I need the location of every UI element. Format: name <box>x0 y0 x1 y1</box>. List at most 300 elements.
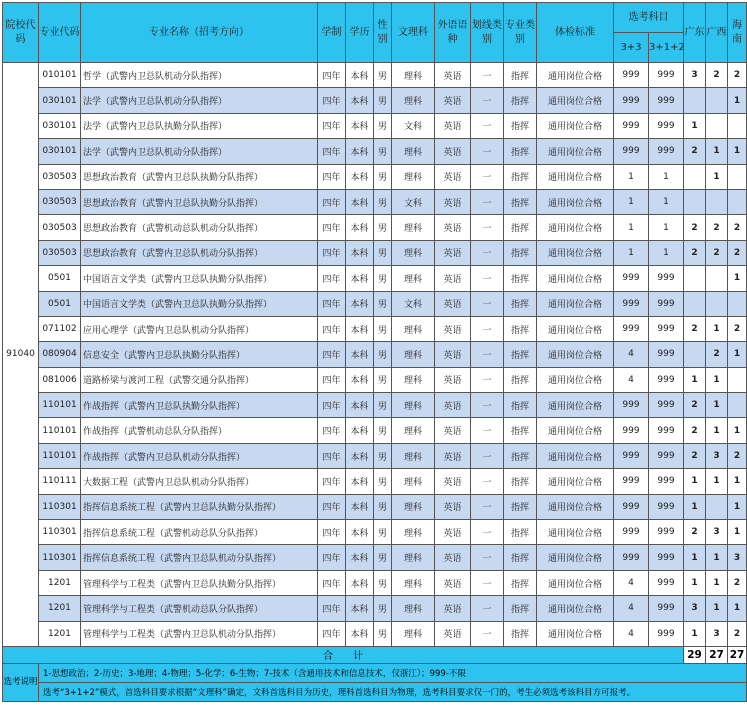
degree-cell: 本科 <box>346 469 374 494</box>
line-type-cell: 一 <box>471 367 504 392</box>
hainan-quota-cell: 2 <box>728 621 747 646</box>
table-body <box>3 63 747 647</box>
header-hainan: 海南 <box>728 3 747 63</box>
major-type-cell: 指挥 <box>504 240 537 265</box>
admission-plan-table-wrapper <box>2 2 745 702</box>
notes-line-2: 选考“3+1+2”模式，首选科目要求根据“文理科”确定，文科首选科目为历史，理科首选科目为物理，选考科目要求仅一门的，考生必须选考该科目方可报考。 <box>39 682 747 701</box>
major-type-cell: 指挥 <box>504 266 537 291</box>
duration-cell: 四年 <box>318 443 346 468</box>
duration-cell: 四年 <box>318 596 346 621</box>
table-row <box>3 291 747 316</box>
line-type-cell: 一 <box>471 418 504 443</box>
header-guangdong: 广东 <box>684 3 706 63</box>
arts-science-cell: 理科 <box>392 545 435 570</box>
line-type-cell: 一 <box>471 342 504 367</box>
major-code-cell: 071102 <box>39 316 81 341</box>
hainan-quota-cell: 1 <box>728 520 747 545</box>
line-type-cell: 一 <box>471 291 504 316</box>
physical-standard-cell: 通用岗位合格 <box>537 88 614 113</box>
hainan-quota-cell: 1 <box>728 266 747 291</box>
arts-science-cell: 理科 <box>392 570 435 595</box>
degree-cell: 本科 <box>346 88 374 113</box>
guangxi-quota-cell: 2 <box>706 63 728 88</box>
degree-cell: 本科 <box>346 393 374 418</box>
subject-3-1-2-cell: 1 <box>649 215 684 240</box>
degree-cell: 本科 <box>346 342 374 367</box>
guangdong-quota-cell: 1 <box>684 113 706 138</box>
physical-standard-cell: 通用岗位合格 <box>537 266 614 291</box>
table-row <box>3 520 747 545</box>
total-hainan: 27 <box>728 646 747 663</box>
duration-cell: 四年 <box>318 570 346 595</box>
arts-science-cell: 理科 <box>392 342 435 367</box>
guangxi-quota-cell: 2 <box>706 240 728 265</box>
gender-cell: 男 <box>374 418 392 443</box>
foreign-language-cell: 英语 <box>435 164 471 189</box>
foreign-language-cell: 英语 <box>435 291 471 316</box>
line-type-cell: 一 <box>471 596 504 621</box>
physical-standard-cell: 通用岗位合格 <box>537 63 614 88</box>
physical-standard-cell: 通用岗位合格 <box>537 215 614 240</box>
gender-cell: 男 <box>374 494 392 519</box>
line-type-cell: 一 <box>471 63 504 88</box>
guangdong-quota-cell: 1 <box>684 621 706 646</box>
total-guangdong: 29 <box>684 646 706 663</box>
duration-cell: 四年 <box>318 342 346 367</box>
physical-standard-cell: 通用岗位合格 <box>537 113 614 138</box>
notes-line-1: 1-思想政治；2-历史；3-地理；4-物理；5-化学；6-生物；7-技术（含通用技术和信息技术，仅浙江）；999-不限 <box>39 663 747 682</box>
degree-cell: 本科 <box>346 418 374 443</box>
gender-cell: 男 <box>374 266 392 291</box>
table-row <box>3 494 747 519</box>
guangxi-quota-cell: 2 <box>706 342 728 367</box>
major-code-cell: 080904 <box>39 342 81 367</box>
major-code-cell: 1201 <box>39 570 81 595</box>
header-subject-3-1-2: 3+1+2 <box>649 33 684 63</box>
hainan-quota-cell: 2 <box>728 215 747 240</box>
major-name-cell: 思想政治教育（武警内卫总队机动分队指挥） <box>81 240 318 265</box>
foreign-language-cell: 英语 <box>435 88 471 113</box>
gender-cell: 男 <box>374 393 392 418</box>
table-footer <box>3 646 747 701</box>
foreign-language-cell: 英语 <box>435 393 471 418</box>
line-type-cell: 一 <box>471 393 504 418</box>
hainan-quota-cell: 2 <box>728 240 747 265</box>
gender-cell: 男 <box>374 291 392 316</box>
major-type-cell: 指挥 <box>504 342 537 367</box>
foreign-language-cell: 英语 <box>435 316 471 341</box>
header-line-type: 划线类别 <box>471 3 504 63</box>
subject-3-3-cell: 4 <box>614 570 649 595</box>
foreign-language-cell: 英语 <box>435 240 471 265</box>
arts-science-cell: 理科 <box>392 469 435 494</box>
major-code-cell: 110301 <box>39 494 81 519</box>
major-type-cell: 指挥 <box>504 545 537 570</box>
header-arts-science: 文理科 <box>392 3 435 63</box>
line-type-cell: 一 <box>471 520 504 545</box>
guangdong-quota-cell: 2 <box>684 520 706 545</box>
guangxi-quota-cell <box>706 291 728 316</box>
major-name-cell: 思想政治教育（武警内卫总队执勤分队指挥） <box>81 164 318 189</box>
table-row <box>3 215 747 240</box>
major-type-cell: 指挥 <box>504 570 537 595</box>
subject-3-1-2-cell: 999 <box>649 367 684 392</box>
major-type-cell: 指挥 <box>504 63 537 88</box>
degree-cell: 本科 <box>346 215 374 240</box>
foreign-language-cell: 英语 <box>435 443 471 468</box>
total-guangxi: 27 <box>706 646 728 663</box>
guangdong-quota-cell: 2 <box>684 139 706 164</box>
foreign-language-cell: 英语 <box>435 189 471 214</box>
major-name-cell: 中国语言文学类（武警内卫总队执勤分队指挥） <box>81 266 318 291</box>
hainan-quota-cell: 2 <box>728 316 747 341</box>
guangdong-quota-cell: 1 <box>684 494 706 519</box>
subject-3-1-2-cell: 999 <box>649 545 684 570</box>
degree-cell: 本科 <box>346 443 374 468</box>
degree-cell: 本科 <box>346 545 374 570</box>
header-guangxi: 广西 <box>706 3 728 63</box>
gender-cell: 男 <box>374 189 392 214</box>
foreign-language-cell: 英语 <box>435 113 471 138</box>
subject-3-3-cell: 4 <box>614 596 649 621</box>
guangxi-quota-cell: 1 <box>706 367 728 392</box>
major-code-cell: 110301 <box>39 520 81 545</box>
gender-cell: 男 <box>374 367 392 392</box>
degree-cell: 本科 <box>346 240 374 265</box>
subject-3-1-2-cell: 999 <box>649 494 684 519</box>
total-label: 合 计 <box>3 646 684 663</box>
major-type-cell: 指挥 <box>504 393 537 418</box>
line-type-cell: 一 <box>471 189 504 214</box>
gender-cell: 男 <box>374 342 392 367</box>
header-school-code: 院校代码 <box>3 3 39 63</box>
degree-cell: 本科 <box>346 520 374 545</box>
guangxi-quota-cell: 1 <box>706 139 728 164</box>
physical-standard-cell: 通用岗位合格 <box>537 494 614 519</box>
physical-standard-cell: 通用岗位合格 <box>537 291 614 316</box>
subject-3-1-2-cell: 999 <box>649 88 684 113</box>
gender-cell: 男 <box>374 596 392 621</box>
subject-3-1-2-cell: 999 <box>649 393 684 418</box>
degree-cell: 本科 <box>346 113 374 138</box>
foreign-language-cell: 英语 <box>435 266 471 291</box>
physical-standard-cell: 通用岗位合格 <box>537 316 614 341</box>
arts-science-cell: 理科 <box>392 520 435 545</box>
major-name-cell: 中国语言文学类（武警内卫总队执勤分队指挥） <box>81 291 318 316</box>
major-name-cell: 道路桥梁与渡河工程（武警交通分队指挥） <box>81 367 318 392</box>
guangxi-quota-cell: 1 <box>706 596 728 621</box>
major-code-cell: 030101 <box>39 88 81 113</box>
hainan-quota-cell: 2 <box>728 443 747 468</box>
physical-standard-cell: 通用岗位合格 <box>537 443 614 468</box>
major-code-cell: 110101 <box>39 443 81 468</box>
foreign-language-cell: 英语 <box>435 63 471 88</box>
subject-3-3-cell: 999 <box>614 316 649 341</box>
major-name-cell: 指挥信息系统工程（武警机动总队分队指挥） <box>81 520 318 545</box>
guangdong-quota-cell <box>684 88 706 113</box>
duration-cell: 四年 <box>318 88 346 113</box>
major-code-cell: 030503 <box>39 189 81 214</box>
arts-science-cell: 理科 <box>392 418 435 443</box>
hainan-quota-cell <box>728 291 747 316</box>
foreign-language-cell: 英语 <box>435 570 471 595</box>
physical-standard-cell: 通用岗位合格 <box>537 139 614 164</box>
hainan-quota-cell <box>728 393 747 418</box>
major-name-cell: 信息安全（武警内卫总队执勤分队指挥） <box>81 342 318 367</box>
major-name-cell: 法学（武警内卫总队机动分队指挥） <box>81 139 318 164</box>
guangxi-quota-cell <box>706 88 728 113</box>
table-row <box>3 393 747 418</box>
major-code-cell: 030101 <box>39 113 81 138</box>
major-code-cell: 110101 <box>39 418 81 443</box>
guangdong-quota-cell: 1 <box>684 570 706 595</box>
arts-science-cell: 理科 <box>392 215 435 240</box>
subject-3-3-cell: 4 <box>614 621 649 646</box>
gender-cell: 男 <box>374 520 392 545</box>
foreign-language-cell: 英语 <box>435 621 471 646</box>
major-code-cell: 030101 <box>39 139 81 164</box>
foreign-language-cell: 英语 <box>435 215 471 240</box>
line-type-cell: 一 <box>471 88 504 113</box>
arts-science-cell: 理科 <box>392 494 435 519</box>
subject-3-3-cell: 1 <box>614 240 649 265</box>
physical-standard-cell: 通用岗位合格 <box>537 418 614 443</box>
degree-cell: 本科 <box>346 316 374 341</box>
gender-cell: 男 <box>374 570 392 595</box>
degree-cell: 本科 <box>346 189 374 214</box>
major-type-cell: 指挥 <box>504 113 537 138</box>
major-name-cell: 作战指挥（武警内卫总队执勤分队指挥） <box>81 393 318 418</box>
guangdong-quota-cell <box>684 189 706 214</box>
major-code-cell: 010101 <box>39 63 81 88</box>
major-type-cell: 指挥 <box>504 520 537 545</box>
physical-standard-cell: 通用岗位合格 <box>537 393 614 418</box>
line-type-cell: 一 <box>471 621 504 646</box>
total-row <box>3 646 747 663</box>
subject-3-3-cell: 999 <box>614 418 649 443</box>
subject-3-1-2-cell: 999 <box>649 113 684 138</box>
gender-cell: 男 <box>374 113 392 138</box>
arts-science-cell: 理科 <box>392 316 435 341</box>
gender-cell: 男 <box>374 63 392 88</box>
guangxi-quota-cell <box>706 266 728 291</box>
guangdong-quota-cell: 3 <box>684 596 706 621</box>
subject-3-3-cell: 999 <box>614 113 649 138</box>
subject-3-3-cell: 999 <box>614 443 649 468</box>
major-type-cell: 指挥 <box>504 88 537 113</box>
subject-3-1-2-cell: 999 <box>649 266 684 291</box>
subject-3-3-cell: 4 <box>614 367 649 392</box>
physical-standard-cell: 通用岗位合格 <box>537 520 614 545</box>
major-code-cell: 0501 <box>39 266 81 291</box>
major-type-cell: 指挥 <box>504 621 537 646</box>
notes-row-1 <box>3 663 747 682</box>
subject-3-1-2-cell: 1 <box>649 240 684 265</box>
major-code-cell: 030503 <box>39 215 81 240</box>
table-row <box>3 63 747 88</box>
hainan-quota-cell: 1 <box>728 469 747 494</box>
subject-3-1-2-cell: 1 <box>649 164 684 189</box>
line-type-cell: 一 <box>471 164 504 189</box>
physical-standard-cell: 通用岗位合格 <box>537 469 614 494</box>
subject-3-1-2-cell: 999 <box>649 570 684 595</box>
arts-science-cell: 理科 <box>392 443 435 468</box>
guangdong-quota-cell: 3 <box>684 63 706 88</box>
notes-row-2 <box>3 682 747 701</box>
major-name-cell: 法学（武警内卫总队执勤分队指挥） <box>81 113 318 138</box>
degree-cell: 本科 <box>346 139 374 164</box>
hainan-quota-cell: 3 <box>728 545 747 570</box>
hainan-quota-cell: 1 <box>728 342 747 367</box>
foreign-language-cell: 英语 <box>435 342 471 367</box>
arts-science-cell: 理科 <box>392 63 435 88</box>
guangxi-quota-cell: 1 <box>706 164 728 189</box>
table-row <box>3 316 747 341</box>
major-type-cell: 指挥 <box>504 469 537 494</box>
guangdong-quota-cell <box>684 266 706 291</box>
line-type-cell: 一 <box>471 215 504 240</box>
major-type-cell: 指挥 <box>504 215 537 240</box>
hainan-quota-cell: 1 <box>728 494 747 519</box>
duration-cell: 四年 <box>318 240 346 265</box>
major-name-cell: 指挥信息系统工程（武警内卫总队执勤分队指挥） <box>81 494 318 519</box>
guangdong-quota-cell: 2 <box>684 393 706 418</box>
major-type-cell: 指挥 <box>504 189 537 214</box>
line-type-cell: 一 <box>471 266 504 291</box>
major-type-cell: 指挥 <box>504 291 537 316</box>
subject-3-3-cell: 1 <box>614 189 649 214</box>
guangdong-quota-cell <box>684 291 706 316</box>
table-row <box>3 443 747 468</box>
duration-cell: 四年 <box>318 494 346 519</box>
subject-3-3-cell: 999 <box>614 393 649 418</box>
duration-cell: 四年 <box>318 189 346 214</box>
arts-science-cell: 理科 <box>392 393 435 418</box>
guangxi-quota-cell <box>706 113 728 138</box>
physical-standard-cell: 通用岗位合格 <box>537 240 614 265</box>
guangxi-quota-cell: 3 <box>706 520 728 545</box>
foreign-language-cell: 英语 <box>435 139 471 164</box>
foreign-language-cell: 英语 <box>435 469 471 494</box>
duration-cell: 四年 <box>318 469 346 494</box>
major-type-cell: 指挥 <box>504 139 537 164</box>
subject-3-1-2-cell: 999 <box>649 596 684 621</box>
major-name-cell: 思想政治教育（武警机动总队机动分队指挥） <box>81 215 318 240</box>
duration-cell: 四年 <box>318 113 346 138</box>
duration-cell: 四年 <box>318 520 346 545</box>
table-row <box>3 469 747 494</box>
major-type-cell: 指挥 <box>504 494 537 519</box>
line-type-cell: 一 <box>471 316 504 341</box>
line-type-cell: 一 <box>471 443 504 468</box>
major-code-cell: 110301 <box>39 545 81 570</box>
gender-cell: 男 <box>374 88 392 113</box>
arts-science-cell: 理科 <box>392 164 435 189</box>
physical-standard-cell: 通用岗位合格 <box>537 621 614 646</box>
header-foreign-language: 外语语种 <box>435 3 471 63</box>
guangdong-quota-cell: 2 <box>684 418 706 443</box>
foreign-language-cell: 英语 <box>435 520 471 545</box>
degree-cell: 本科 <box>346 596 374 621</box>
hainan-quota-cell: 1 <box>728 596 747 621</box>
gender-cell: 男 <box>374 215 392 240</box>
guangxi-quota-cell: 1 <box>706 418 728 443</box>
subject-3-3-cell: 999 <box>614 545 649 570</box>
table-row <box>3 418 747 443</box>
major-name-cell: 管理科学与工程类（武警内卫总队机动分队指挥） <box>81 621 318 646</box>
physical-standard-cell: 通用岗位合格 <box>537 342 614 367</box>
duration-cell: 四年 <box>318 266 346 291</box>
table-row <box>3 240 747 265</box>
subject-3-1-2-cell: 999 <box>649 139 684 164</box>
subject-3-1-2-cell: 999 <box>649 342 684 367</box>
physical-standard-cell: 通用岗位合格 <box>537 596 614 621</box>
guangdong-quota-cell <box>684 164 706 189</box>
subject-3-1-2-cell: 999 <box>649 63 684 88</box>
foreign-language-cell: 英语 <box>435 367 471 392</box>
duration-cell: 四年 <box>318 215 346 240</box>
duration-cell: 四年 <box>318 367 346 392</box>
major-name-cell: 管理科学与工程类（武警机动总队分队指挥） <box>81 596 318 621</box>
guangxi-quota-cell: 3 <box>706 621 728 646</box>
guangxi-quota-cell: 1 <box>706 393 728 418</box>
foreign-language-cell: 英语 <box>435 596 471 621</box>
subject-3-3-cell: 999 <box>614 88 649 113</box>
subject-3-3-cell: 999 <box>614 63 649 88</box>
header-major-type: 专业类别 <box>504 3 537 63</box>
major-type-cell: 指挥 <box>504 164 537 189</box>
degree-cell: 本科 <box>346 494 374 519</box>
subject-3-3-cell: 999 <box>614 291 649 316</box>
major-code-cell: 030503 <box>39 240 81 265</box>
guangdong-quota-cell: 2 <box>684 215 706 240</box>
guangdong-quota-cell: 1 <box>684 545 706 570</box>
table-row <box>3 621 747 646</box>
guangdong-quota-cell: 1 <box>684 469 706 494</box>
subject-3-3-cell: 999 <box>614 266 649 291</box>
guangdong-quota-cell: 2 <box>684 240 706 265</box>
major-name-cell: 应用心理学（武警内卫总队机动分队指挥） <box>81 316 318 341</box>
hainan-quota-cell <box>728 113 747 138</box>
hainan-quota-cell <box>728 164 747 189</box>
admission-plan-table <box>2 2 747 702</box>
foreign-language-cell: 英语 <box>435 494 471 519</box>
duration-cell: 四年 <box>318 139 346 164</box>
table-row <box>3 596 747 621</box>
subject-3-3-cell: 999 <box>614 469 649 494</box>
physical-standard-cell: 通用岗位合格 <box>537 164 614 189</box>
hainan-quota-cell: 2 <box>728 570 747 595</box>
line-type-cell: 一 <box>471 545 504 570</box>
physical-standard-cell: 通用岗位合格 <box>537 189 614 214</box>
major-code-cell: 1201 <box>39 621 81 646</box>
guangxi-quota-cell <box>706 494 728 519</box>
degree-cell: 本科 <box>346 367 374 392</box>
gender-cell: 男 <box>374 621 392 646</box>
table-row <box>3 139 747 164</box>
duration-cell: 四年 <box>318 316 346 341</box>
guangxi-quota-cell: 1 <box>706 469 728 494</box>
header-major-code: 专业代码 <box>39 3 81 63</box>
gender-cell: 男 <box>374 240 392 265</box>
header-subject-3-3: 3+3 <box>614 33 649 63</box>
subject-3-3-cell: 4 <box>614 342 649 367</box>
major-code-cell: 1201 <box>39 596 81 621</box>
physical-standard-cell: 通用岗位合格 <box>537 570 614 595</box>
arts-science-cell: 理科 <box>392 596 435 621</box>
guangxi-quota-cell: 2 <box>706 215 728 240</box>
header-degree: 学历 <box>346 3 374 63</box>
